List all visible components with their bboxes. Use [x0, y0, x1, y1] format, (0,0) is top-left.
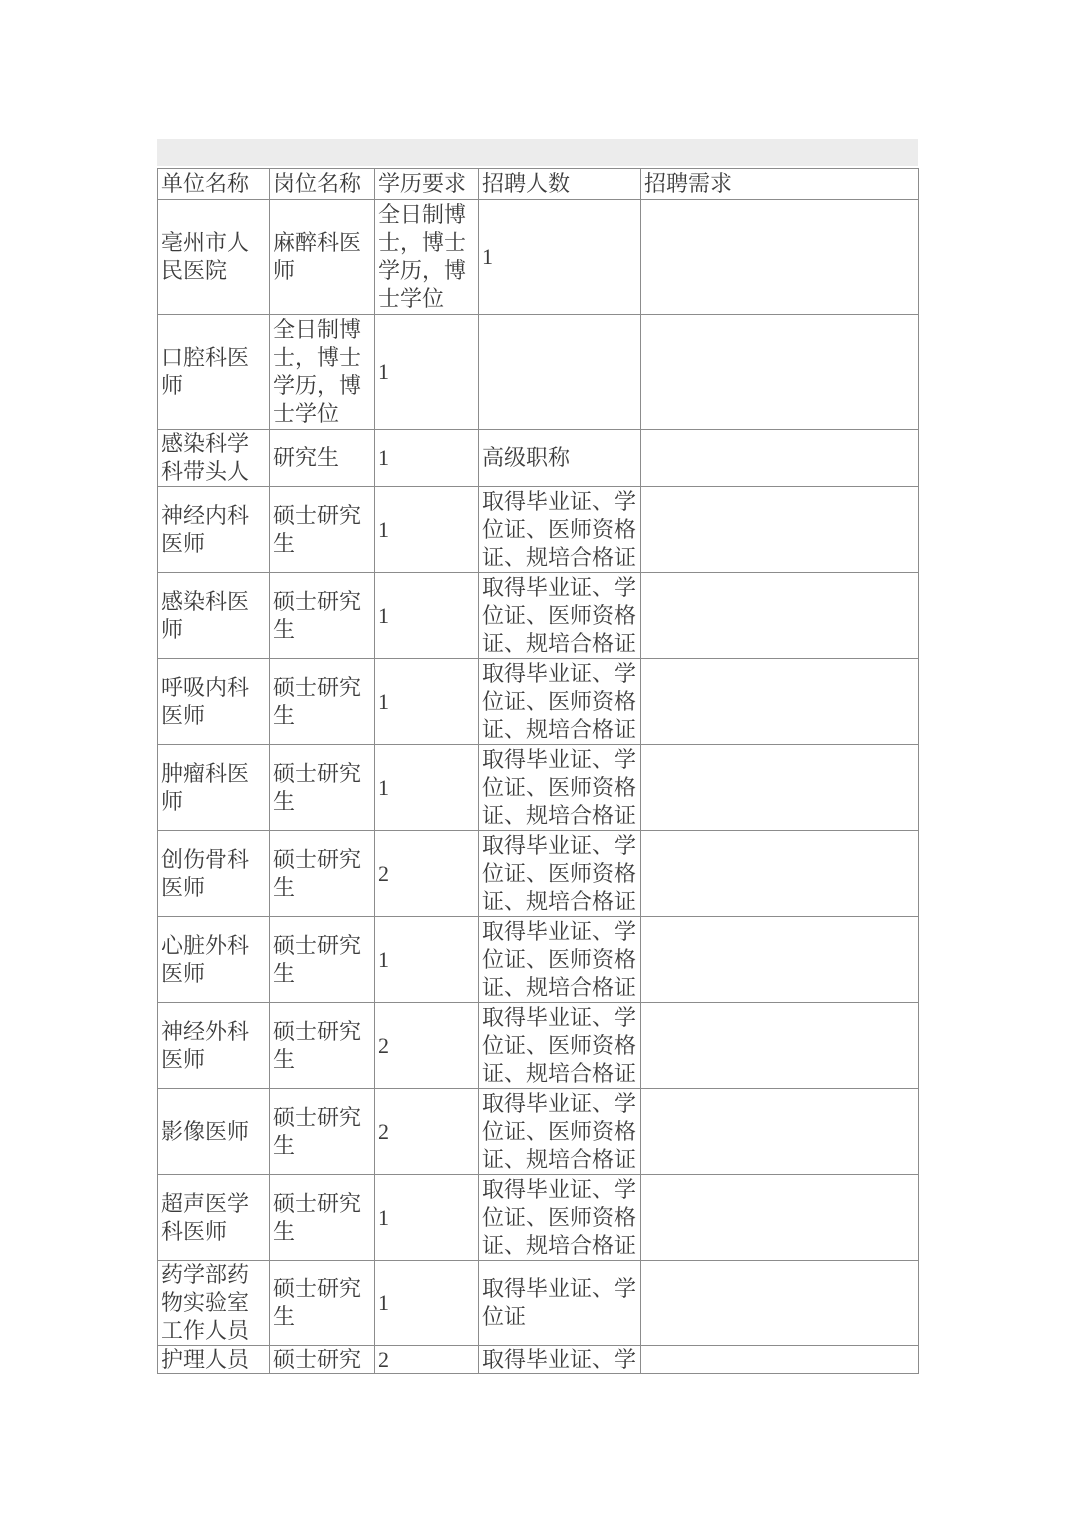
cell-education: 1 [375, 487, 479, 573]
cell-education: 1 [375, 1261, 479, 1346]
cell-position-name: 硕士研究生 [270, 659, 375, 745]
cell-education: 2 [375, 831, 479, 917]
cell-requirement [641, 659, 919, 745]
cell-requirement [641, 200, 919, 315]
table-row [158, 659, 919, 745]
cell-position-name: 硕士研究生 [270, 573, 375, 659]
cell-unit-name: 亳州市人民医院 [158, 200, 270, 315]
cell-count: 取得毕业证、学 [479, 1346, 641, 1374]
column-header-education-requirement: 学历要求 [375, 169, 479, 200]
cell-requirement [641, 573, 919, 659]
table-row [158, 1346, 919, 1374]
cell-position-name: 研究生 [270, 430, 375, 487]
cell-education: 1 [375, 745, 479, 831]
column-header-position-name: 岗位名称 [270, 169, 375, 200]
cell-count: 取得毕业证、学位证、医师资格证、规培合格证 [479, 659, 641, 745]
cell-count: 1 [479, 200, 641, 315]
cell-unit-name: 药学部药物实验室工作人员 [158, 1261, 270, 1346]
cell-requirement [641, 487, 919, 573]
cell-education: 全日制博士，博士学历，博士学位 [375, 200, 479, 315]
table-header-row [158, 169, 919, 200]
cell-count: 高级职称 [479, 430, 641, 487]
table-row [158, 315, 919, 430]
table-row [158, 200, 919, 315]
table-row [158, 487, 919, 573]
cell-education: 2 [375, 1089, 479, 1175]
cell-position-name: 硕士研究生 [270, 745, 375, 831]
cell-requirement [641, 1346, 919, 1374]
cell-position-name: 硕士研究生 [270, 487, 375, 573]
cell-requirement [641, 1261, 919, 1346]
recruitment-table [157, 168, 919, 1374]
cell-unit-name: 感染科医师 [158, 573, 270, 659]
cell-unit-name: 护理人员 [158, 1346, 270, 1374]
cell-unit-name: 感染科学科带头人 [158, 430, 270, 487]
table-row [158, 1261, 919, 1346]
cell-education: 1 [375, 1175, 479, 1261]
cell-requirement [641, 1003, 919, 1089]
column-header-recruit-requirement: 招聘需求 [641, 169, 919, 200]
cell-count: 取得毕业证、学位证、医师资格证、规培合格证 [479, 1003, 641, 1089]
cell-unit-name: 神经外科医师 [158, 1003, 270, 1089]
cell-position-name: 全日制博士，博士学历，博士学位 [270, 315, 375, 430]
cell-count [479, 315, 641, 430]
table-row [158, 917, 919, 1003]
cell-unit-name: 肿瘤科医师 [158, 745, 270, 831]
cell-education: 1 [375, 430, 479, 487]
cell-education: 1 [375, 659, 479, 745]
cell-position-name: 硕士研究生 [270, 917, 375, 1003]
table-row [158, 430, 919, 487]
table-row [158, 1175, 919, 1261]
cell-count: 取得毕业证、学位证 [479, 1261, 641, 1346]
cell-education: 1 [375, 917, 479, 1003]
cell-position-name: 硕士研究生 [270, 831, 375, 917]
table-row [158, 745, 919, 831]
cell-unit-name: 口腔科医师 [158, 315, 270, 430]
cell-unit-name: 心脏外科医师 [158, 917, 270, 1003]
column-header-recruit-count: 招聘人数 [479, 169, 641, 200]
cell-education: 1 [375, 315, 479, 430]
cell-position-name: 硕士研究生 [270, 1261, 375, 1346]
column-header-unit-name: 单位名称 [158, 169, 270, 200]
table-row [158, 573, 919, 659]
cell-position-name: 硕士研究 [270, 1346, 375, 1374]
cell-requirement [641, 917, 919, 1003]
cell-unit-name: 超声医学科医师 [158, 1175, 270, 1261]
cell-unit-name: 创伤骨科医师 [158, 831, 270, 917]
cell-count: 取得毕业证、学位证、医师资格证、规培合格证 [479, 831, 641, 917]
cell-unit-name: 神经内科医师 [158, 487, 270, 573]
cell-count: 取得毕业证、学位证、医师资格证、规培合格证 [479, 573, 641, 659]
cell-position-name: 麻醉科医师 [270, 200, 375, 315]
cell-requirement [641, 430, 919, 487]
table-row [158, 831, 919, 917]
cell-education: 2 [375, 1346, 479, 1374]
cell-count: 取得毕业证、学位证、医师资格证、规培合格证 [479, 1089, 641, 1175]
cell-requirement [641, 831, 919, 917]
cell-requirement [641, 1175, 919, 1261]
cell-position-name: 硕士研究生 [270, 1175, 375, 1261]
cell-position-name: 硕士研究生 [270, 1003, 375, 1089]
table-row [158, 1003, 919, 1089]
cell-education: 2 [375, 1003, 479, 1089]
cell-position-name: 硕士研究生 [270, 1089, 375, 1175]
cell-count: 取得毕业证、学位证、医师资格证、规培合格证 [479, 1175, 641, 1261]
table-top-bar [157, 139, 918, 166]
cell-requirement [641, 745, 919, 831]
cell-unit-name: 影像医师 [158, 1089, 270, 1175]
cell-unit-name: 呼吸内科医师 [158, 659, 270, 745]
cell-count: 取得毕业证、学位证、医师资格证、规培合格证 [479, 745, 641, 831]
cell-count: 取得毕业证、学位证、医师资格证、规培合格证 [479, 487, 641, 573]
cell-count: 取得毕业证、学位证、医师资格证、规培合格证 [479, 917, 641, 1003]
cell-education: 1 [375, 573, 479, 659]
table-row [158, 1089, 919, 1175]
cell-requirement [641, 1089, 919, 1175]
cell-requirement [641, 315, 919, 430]
